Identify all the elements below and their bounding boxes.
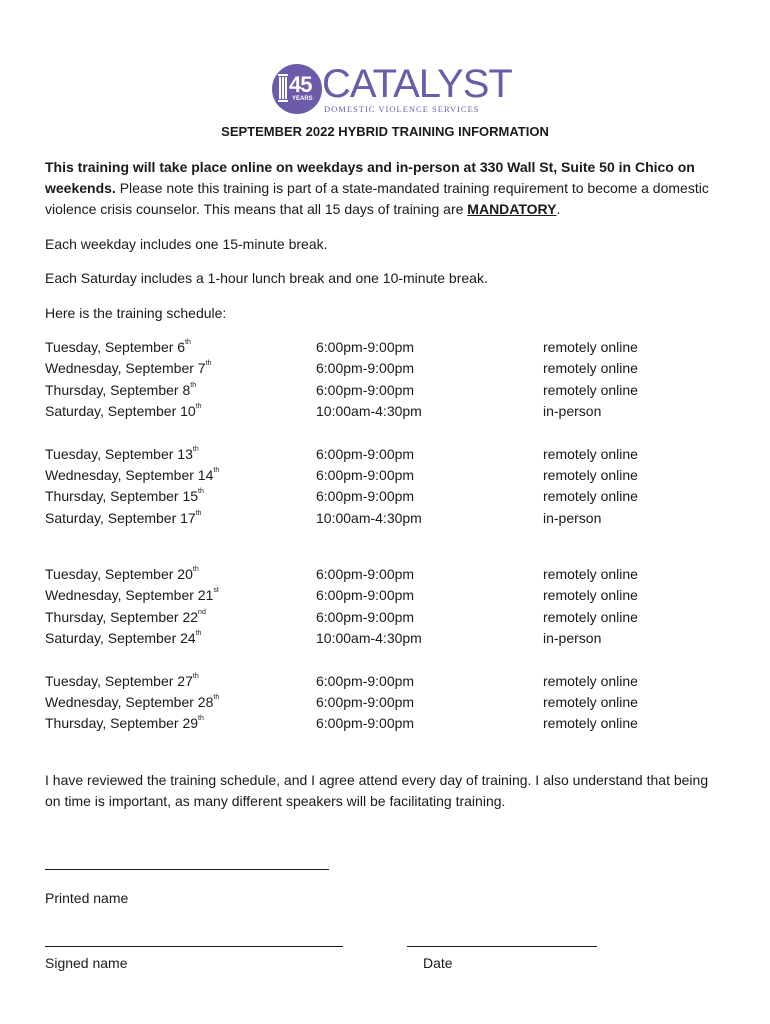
schedule-row [45, 380, 725, 401]
schedule-day: Thursday, September 29 [45, 715, 199, 731]
signed-name-line[interactable] [45, 946, 343, 947]
schedule-time: 6:00pm-9:00pm [316, 566, 415, 582]
logo-subtitle: DOMESTIC VIOLENCE SERVICES [324, 104, 480, 114]
schedule-time: 6:00pm-9:00pm [316, 488, 415, 504]
schedule-day: Saturday, September 10 [45, 403, 196, 419]
schedule-row [45, 401, 725, 422]
schedule-day: Tuesday, September 27 [45, 673, 193, 689]
schedule-row [45, 564, 725, 585]
schedule-row [45, 337, 725, 358]
catalyst-logo [272, 62, 512, 118]
schedule-mode: in-person [543, 630, 602, 646]
schedule-day: Wednesday, September 28 [45, 694, 214, 710]
schedule-day: Thursday, September 15 [45, 488, 199, 504]
mandatory-emphasis: MANDATORY [467, 201, 557, 217]
saturday-break: Each Saturday includes a 1-hour lunch break and one 10-minute break. [45, 270, 488, 286]
schedule-mode: remotely online [543, 673, 638, 689]
schedule-time: 6:00pm-9:00pm [316, 360, 415, 376]
day-suffix: th [192, 566, 199, 573]
schedule-day: Wednesday, September 21 [45, 587, 214, 603]
date-line[interactable] [407, 946, 597, 947]
date-label: Date [423, 955, 453, 971]
schedule-mode: remotely online [543, 339, 638, 355]
schedule-mode: remotely online [543, 566, 638, 582]
day-suffix: th [195, 510, 202, 517]
weekday-break: Each weekday includes one 15-minute break. [45, 236, 328, 252]
schedule-time: 6:00pm-9:00pm [316, 339, 415, 355]
day-suffix: th [192, 673, 199, 680]
day-suffix: th [205, 360, 212, 367]
schedule-mode: remotely online [543, 609, 638, 625]
day-suffix: th [213, 694, 220, 701]
pillars-icon [278, 74, 288, 102]
intro-bold: This training will take place online on weekdays and in-person at 330 Wall St, Suite 50 in Chico on weekends. [45, 159, 695, 196]
schedule-time: 6:00pm-9:00pm [316, 587, 415, 603]
schedule-day: Saturday, September 24 [45, 630, 196, 646]
signed-name-label: Signed name [45, 955, 128, 971]
schedule-time: 6:00pm-9:00pm [316, 715, 415, 731]
schedule-mode: in-person [543, 403, 602, 419]
schedule-row [45, 465, 725, 486]
schedule-mode: remotely online [543, 715, 638, 731]
day-suffix: th [192, 446, 199, 453]
schedule-time: 10:00am-4:30pm [316, 630, 422, 646]
schedule-day: Tuesday, September 6 [45, 339, 186, 355]
badge-text: YEARS [292, 96, 313, 102]
schedule-row [45, 713, 725, 734]
schedule-row [45, 358, 725, 379]
schedule-mode: remotely online [543, 587, 638, 603]
schedule-day: Wednesday, September 7 [45, 360, 206, 376]
day-suffix: th [198, 715, 204, 722]
schedule-row [45, 444, 725, 465]
printed-name-line[interactable] [45, 869, 329, 870]
schedule-day: Tuesday, September 13 [45, 446, 193, 462]
schedule-mode: remotely online [543, 488, 638, 504]
agreement-text: I have reviewed the training schedule, and I agree attend every day of training. I also understand that being on time is important, as many different speakers will be facilitating training. [45, 772, 709, 809]
schedule-row [45, 671, 725, 692]
day-suffix: st [213, 587, 219, 594]
schedule-mode: remotely online [543, 694, 638, 710]
intro-text: Please note this training is part of a state-mandated training requirement to become a domestic violence crisis counselor. This means that all 15 days of training are [45, 180, 709, 217]
day-suffix: th [190, 382, 197, 389]
schedule-time: 6:00pm-9:00pm [316, 467, 415, 483]
schedule-day: Saturday, September 17 [45, 510, 196, 526]
day-suffix: th [195, 630, 202, 637]
schedule-time: 6:00pm-9:00pm [316, 694, 415, 710]
day-suffix: th [185, 339, 191, 346]
schedule-row [45, 486, 725, 507]
schedule-row [45, 607, 725, 628]
logo-name: CATALYST [322, 62, 512, 106]
schedule-row [45, 508, 725, 529]
schedule-time: 10:00am-4:30pm [316, 403, 422, 419]
day-suffix: th [198, 488, 204, 495]
schedule-intro: Here is the training schedule: [45, 305, 227, 321]
day-suffix: nd [198, 609, 206, 616]
schedule-row [45, 692, 725, 713]
schedule-row [45, 628, 725, 649]
badge-number: 45 [289, 72, 312, 97]
schedule-day: Tuesday, September 20 [45, 566, 193, 582]
day-suffix: th [195, 403, 202, 410]
day-suffix: th [213, 467, 220, 474]
anniversary-badge [272, 64, 322, 114]
schedule-mode: remotely online [543, 382, 638, 398]
schedule-mode: remotely online [543, 446, 638, 462]
schedule-time: 6:00pm-9:00pm [316, 446, 415, 462]
schedule-mode: remotely online [543, 467, 638, 483]
page-title: SEPTEMBER 2022 HYBRID TRAINING INFORMATION [221, 124, 549, 139]
intro-paragraph [45, 157, 725, 220]
schedule-day: Wednesday, September 14 [45, 467, 214, 483]
schedule-time: 6:00pm-9:00pm [316, 609, 415, 625]
schedule-day: Thursday, September 8 [45, 382, 191, 398]
printed-name-label: Printed name [45, 890, 129, 906]
schedule-time: 6:00pm-9:00pm [316, 382, 415, 398]
schedule-mode: in-person [543, 510, 602, 526]
schedule-mode: remotely online [543, 360, 638, 376]
schedule-row [45, 585, 725, 606]
intro-end: . [556, 201, 561, 217]
schedule-time: 10:00am-4:30pm [316, 510, 422, 526]
schedule-time: 6:00pm-9:00pm [316, 673, 415, 689]
schedule-day: Thursday, September 22 [45, 609, 199, 625]
